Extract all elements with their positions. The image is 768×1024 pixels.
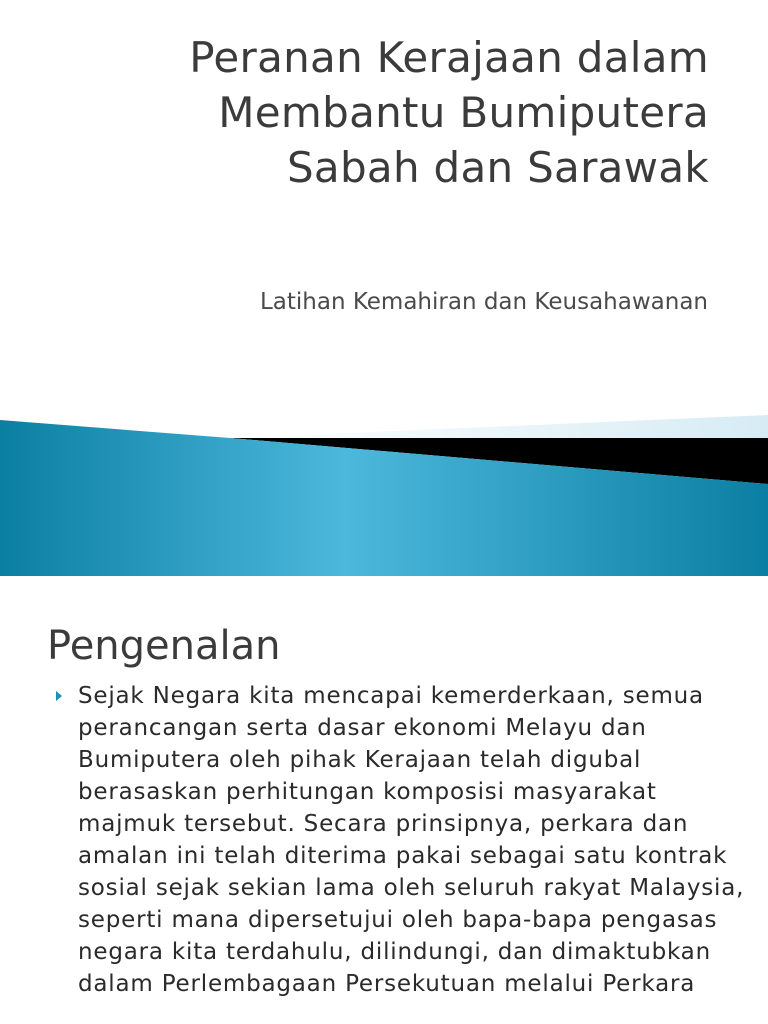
bullet-text: Sejak Negara kita mencapai kemerderkaan, semua perancangan serta dasar ekonomi Melayu dan Bumiputera oleh pihak Kerajaan telah digubal berasaskan perhitungan komposisi masyarakat majmuk tersebut. Secara prinsipnya, perkara dan amalan ini telah diterima pakai sebagai satu kontrak sosial sejak sekian lama oleh seluruh rakyat Malaysia, seperti mana dipersetujui oleh bapa-bapa pengasas negara kita terdahulu, dilindungi, dan dimaktubkan dalam Perlembagaan Persekutuan melalui Perkara [78,683,745,997]
title-line-3: Sabah dan Sarawak [286,143,709,192]
bullet-item [55,680,755,1000]
slide-heading: Pengenalan [47,623,281,669]
slide-subtitle: Latihan Kemahiran dan Keusahawanan [259,289,708,315]
title-line-1: Peranan Kerajaan dalam [189,33,709,82]
bullet-list [55,680,755,1000]
slide-title [100,30,709,195]
decorative-wave-band [0,400,768,576]
content-slide [0,576,768,1024]
title-line-2: Membantu Bumiputera [218,88,709,137]
triangle-bullet-icon [56,691,62,701]
pale-stripe [230,415,768,438]
